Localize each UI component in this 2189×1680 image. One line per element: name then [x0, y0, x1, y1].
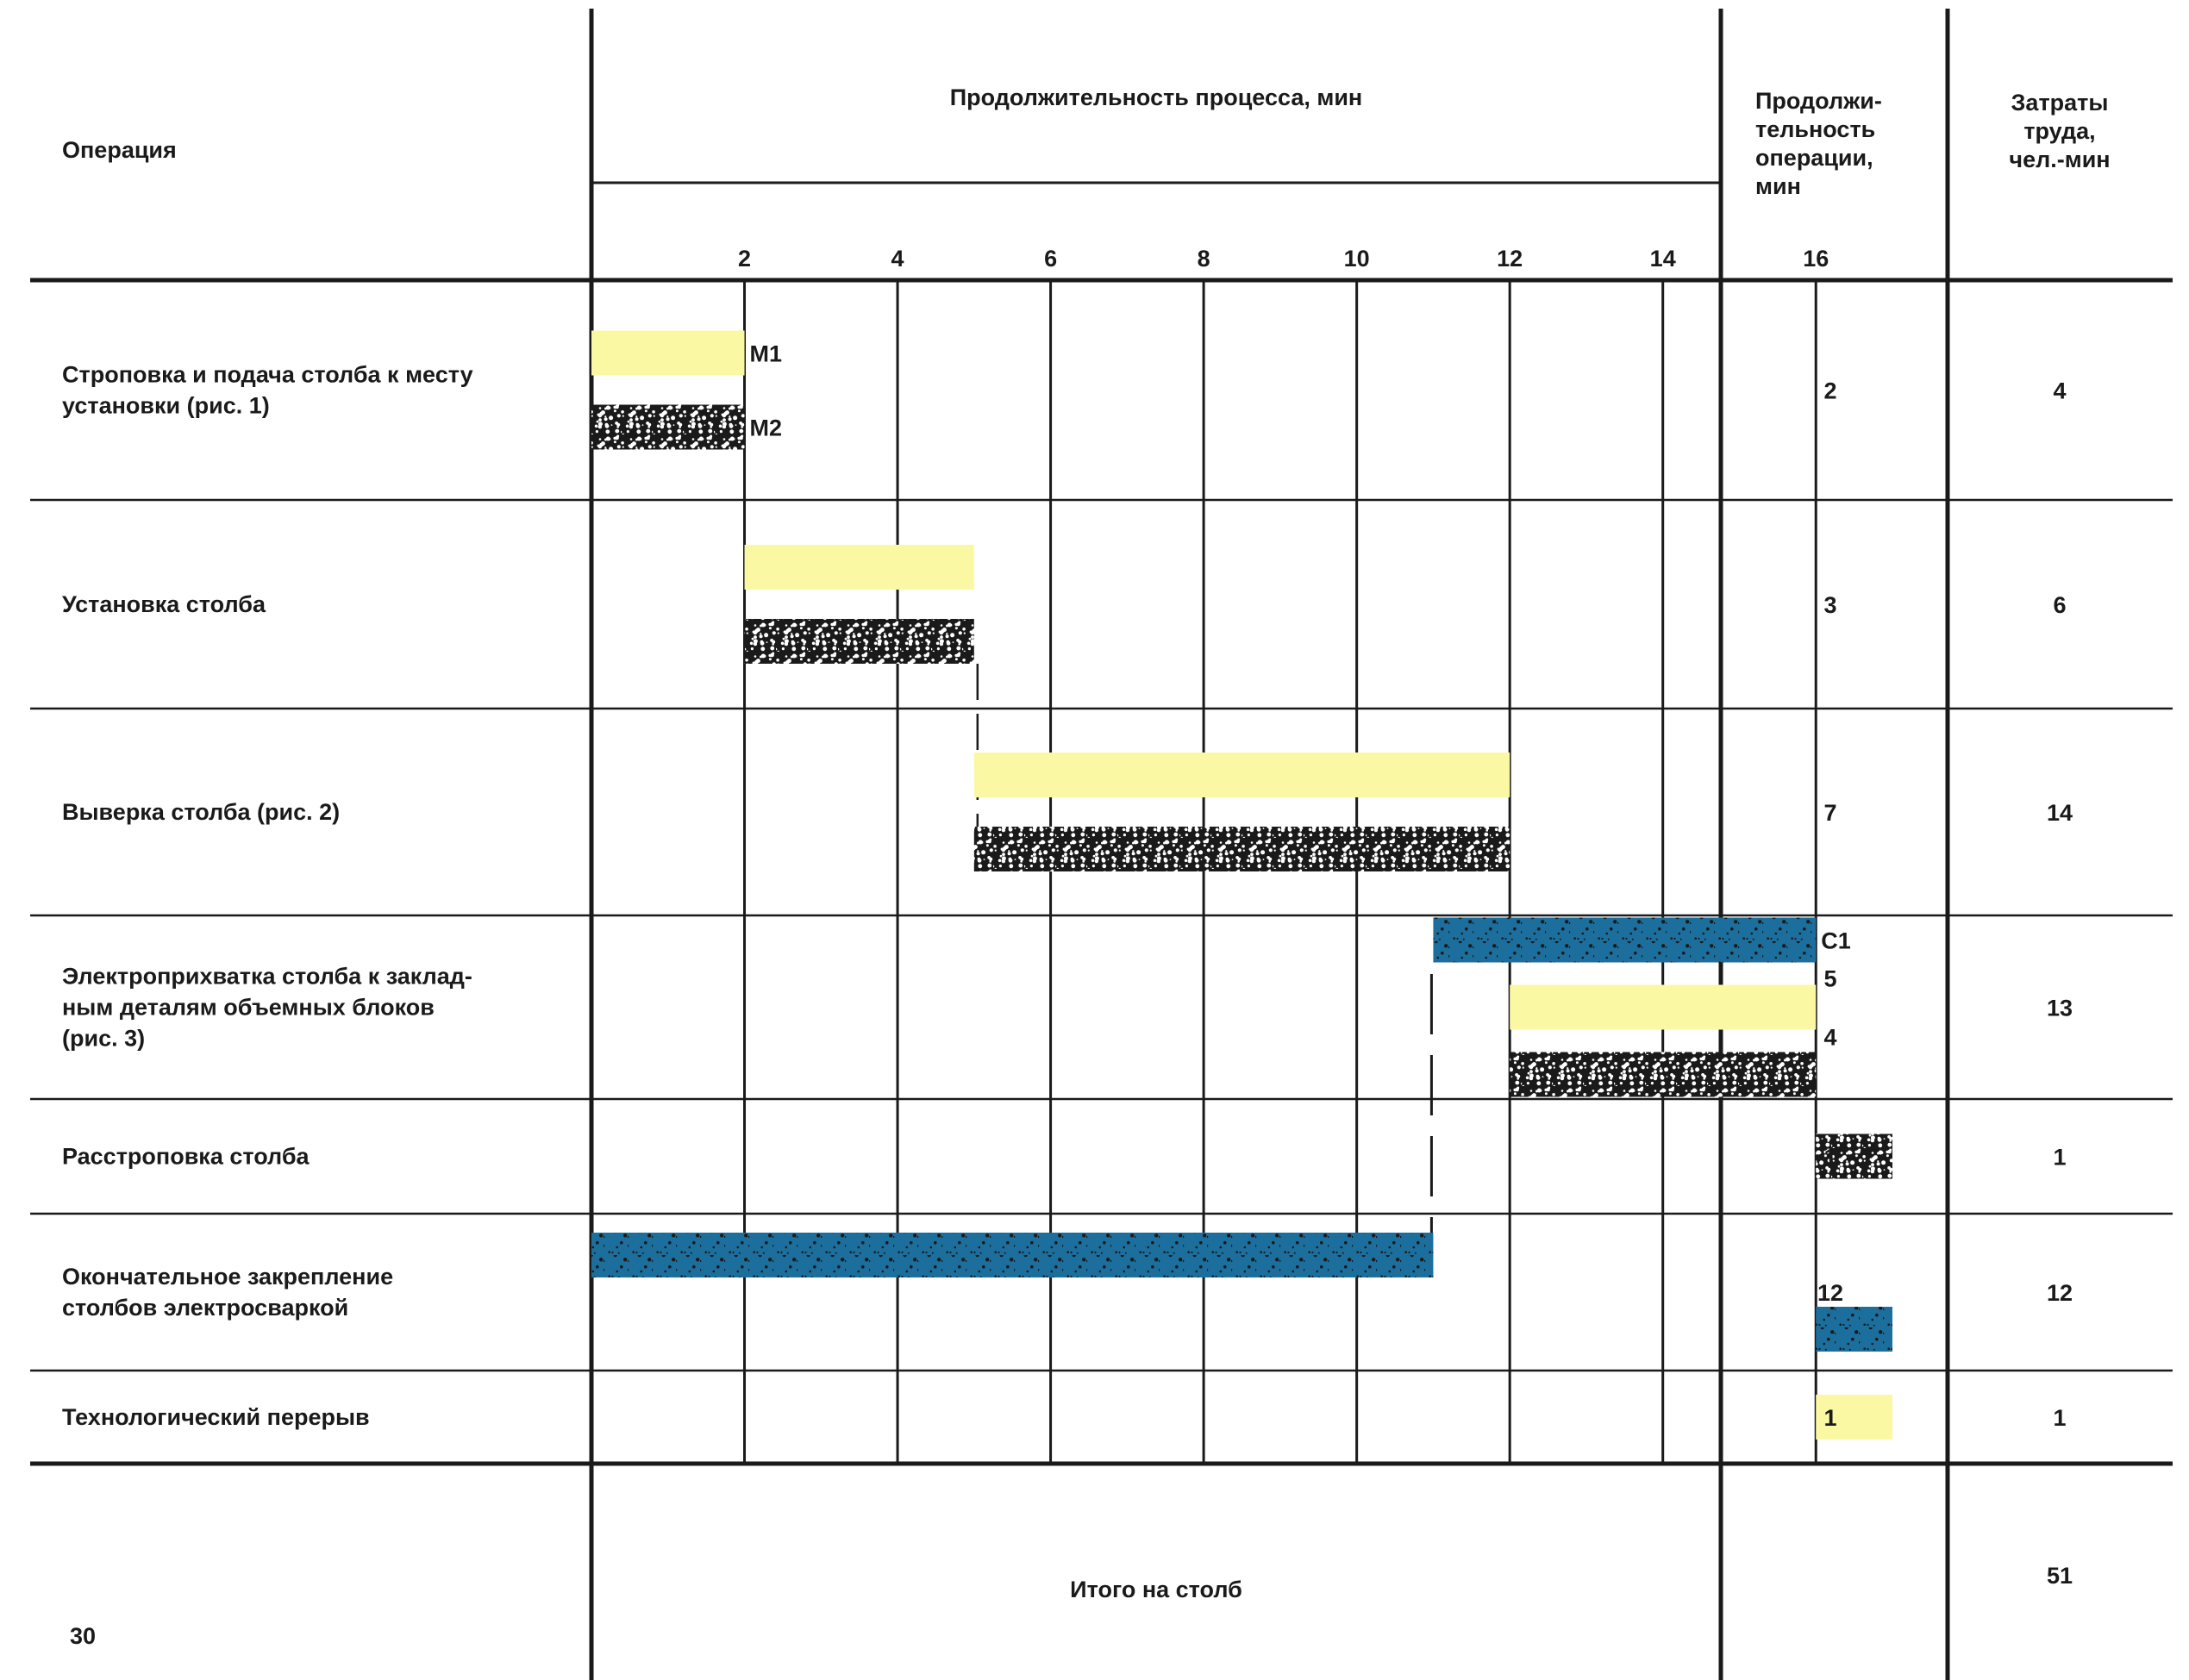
header-process-duration: Продолжительность процесса, мин [949, 84, 1363, 110]
header-op-duration-line: Продолжи- [1755, 88, 1882, 114]
bar-label: М2 [749, 415, 783, 441]
labor-value: 4 [2053, 378, 2067, 404]
gantt-bar-blue [1816, 1307, 1892, 1352]
header-labor-line: труда, [2023, 118, 2096, 144]
duration-value: 3 [1823, 592, 1837, 618]
operation-label: Окончательное закрепление [62, 1264, 394, 1290]
tick-label: 4 [891, 246, 904, 272]
header-op-duration-line: операции, [1755, 145, 1873, 171]
operation-label: ным деталям объемных блоков [62, 994, 435, 1021]
tick-label: 6 [1044, 246, 1058, 272]
duration-value: 7 [1823, 800, 1837, 826]
tick-label: 2 [738, 246, 752, 272]
labor-value: 6 [2053, 592, 2067, 618]
gantt-bar-yellow [1510, 985, 1816, 1030]
header-labor-line: чел.-мин [2009, 147, 2111, 172]
gantt-bar-speckled [745, 619, 974, 664]
duration-value: 4 [1823, 1024, 1837, 1051]
operation-label: (рис. 3) [62, 1025, 146, 1052]
duration-value: 2 [1823, 378, 1837, 404]
duration-value: 5 [1823, 965, 1837, 992]
duration-value: 1 [1823, 1405, 1837, 1431]
operation-label: Выверка столба (рис. 2) [62, 799, 341, 825]
tick-label: 16 [1803, 246, 1829, 272]
operation-label: Электроприхватка столба к заклад- [62, 963, 472, 990]
gantt-bar-blue [591, 1233, 1433, 1277]
duration-value: 1 [1823, 1144, 1837, 1171]
tick-label: 12 [1497, 246, 1523, 272]
tick-label: 8 [1197, 246, 1210, 272]
labor-value: 1 [2053, 1144, 2067, 1171]
header-labor-line: Затраты [2011, 90, 2109, 116]
tick-label: 10 [1343, 246, 1370, 272]
labor-value: 1 [2053, 1405, 2067, 1431]
operation-label: Расстроповка столба [62, 1143, 310, 1170]
labor-value: 13 [2046, 995, 2073, 1021]
total-value: 51 [2046, 1563, 2073, 1589]
gantt-bar-blue [1433, 918, 1816, 963]
labor-value: 12 [2046, 1280, 2073, 1306]
operation-label: Технологический перерыв [62, 1404, 370, 1430]
gantt-bar-yellow [974, 753, 1510, 797]
header-operation: Операция [62, 137, 177, 163]
duration-value: 12 [1817, 1280, 1844, 1306]
gantt-bar-yellow [745, 545, 974, 590]
operation-label: Строповка и подача столба к месту [62, 361, 473, 388]
gantt-bar-speckled [591, 405, 745, 450]
labor-value: 14 [2046, 800, 2073, 826]
operation-label: столбов электросваркой [62, 1295, 349, 1321]
header-op-duration-line: мин [1755, 173, 1801, 199]
bar-label: С1 [1821, 927, 1851, 954]
bar-label: М1 [749, 340, 783, 367]
header-op-duration-line: тельность [1755, 116, 1876, 142]
bars-layer [591, 331, 1892, 1440]
operation-label: установки (рис. 1) [62, 392, 270, 419]
operation-label: Установка столба [62, 591, 266, 617]
total-label: Итого на столб [1070, 1577, 1242, 1602]
tick-label: 14 [1649, 246, 1676, 272]
gantt-bar-speckled [974, 827, 1510, 871]
gantt-bar-yellow [591, 331, 745, 376]
gantt-bar-speckled [1510, 1052, 1816, 1097]
page-number: 30 [69, 1623, 97, 1649]
